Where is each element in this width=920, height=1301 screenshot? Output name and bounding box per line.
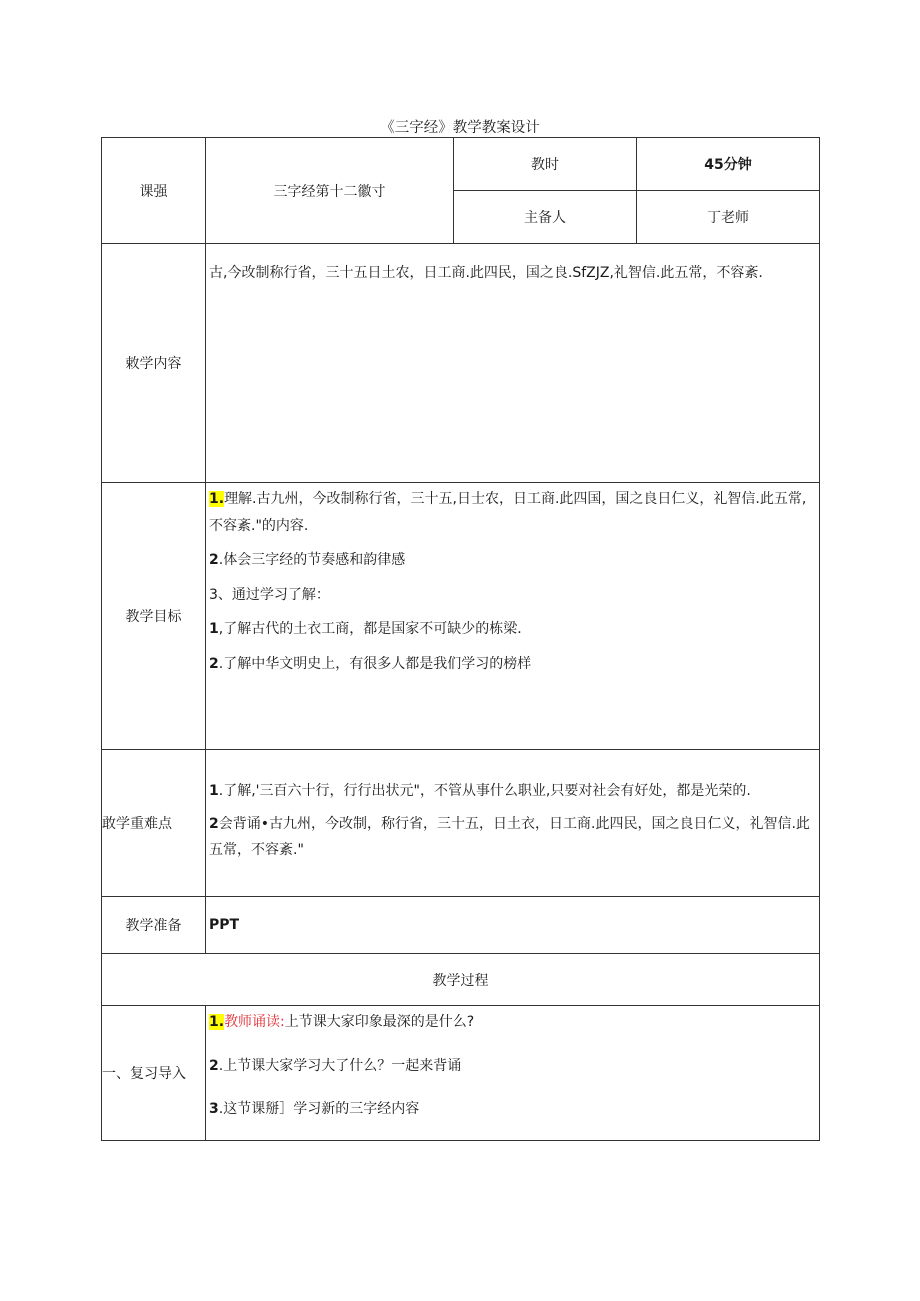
goal-2 — [209, 547, 817, 574]
goal-5-text: .了解中华文明史上，有很多人都是我们学习的榜样 — [218, 655, 532, 672]
difficulty-2-num: 2 — [209, 815, 219, 832]
process-step-1-num: 1. — [209, 1014, 225, 1030]
difficulty-2-text: 会背诵•古九州，今改制，称行省，三十五，日土衣，日工商.此四民，国之良日仁义，礼智信.此五常，不容紊." — [209, 815, 810, 859]
preparer-label: 主备人 — [524, 210, 566, 226]
difficulties-label-cell — [102, 750, 206, 897]
preparer-label-cell — [454, 191, 637, 244]
difficulties-label: 敢学重难点 — [102, 816, 172, 832]
goal-1-num: 1. — [209, 491, 225, 507]
goal-4-text: ,了解古代的土衣工商，都是国家不可缺少的栋梁. — [218, 621, 522, 638]
prep-value: PPT — [209, 916, 240, 933]
goal-2-num: 2 — [209, 552, 219, 569]
goal-3: 3、通过学习了解： — [209, 586, 330, 603]
process-step-3-num: 3 — [209, 1101, 219, 1118]
goal-1 — [209, 486, 817, 539]
content-label-cell — [102, 244, 206, 483]
goals-cell — [206, 483, 820, 750]
content-cell — [206, 244, 820, 483]
difficulty-1-num: 1 — [209, 783, 219, 799]
prep-cell — [206, 897, 820, 954]
goals-label-cell — [102, 483, 206, 750]
process-cell — [206, 1006, 820, 1141]
goal-2-text: .体会三字经的节奏感和韵律感 — [218, 552, 406, 569]
goal-4 — [209, 616, 817, 643]
period-label: 教时 — [531, 157, 559, 173]
difficulties-cell — [206, 750, 820, 897]
document-title: 《三字经》教学教案设计 — [380, 120, 540, 136]
lesson-value: 三字经第十二徽寸 — [273, 183, 386, 200]
difficulty-1 — [209, 778, 817, 805]
lesson-value-cell — [206, 138, 454, 244]
difficulty-1-text: .了解,'三百六十行，行行出状元"，不管从事什么职业,只要对社会有好处，都是光荣的. — [218, 783, 751, 799]
period-value: 45分钟 — [704, 157, 752, 173]
prep-label: 教学准备 — [125, 918, 182, 934]
stage-label-cell — [102, 1006, 206, 1141]
process-header: 教学过程 — [432, 972, 489, 989]
lesson-plan-table — [101, 137, 820, 1141]
content-label: 敕学内容 — [125, 356, 182, 372]
preparer-value: 丁老师 — [707, 210, 749, 226]
process-step-1-text: 上节课大家印象最深的是什么? — [284, 1014, 475, 1030]
process-step-1 — [209, 1009, 817, 1036]
lesson-label-cell — [102, 138, 206, 244]
difficulty-2 — [209, 811, 817, 864]
period-label-cell — [454, 138, 637, 191]
goal-5-num: 2 — [209, 655, 219, 672]
process-step-3 — [209, 1096, 817, 1123]
process-step-1-red: 教师诵读: — [224, 1014, 285, 1030]
content-text: 古,今改制称行省，三十五日土农，日工商.此四民，国之良.SfZJZ,礼智信.此五常，不容紊. — [209, 265, 763, 281]
process-step-3-text: .这节课掰］学习新的三字经内容 — [218, 1101, 420, 1118]
lesson-label: 课强 — [139, 183, 168, 200]
prep-label-cell — [102, 897, 206, 954]
goal-4-num: 1 — [209, 621, 219, 638]
goal-5 — [209, 651, 817, 678]
preparer-value-cell — [637, 191, 820, 244]
stage-label: 一、复习导入 — [102, 1066, 186, 1082]
goals-label: 教学目标 — [125, 609, 182, 625]
period-value-cell — [637, 138, 820, 191]
process-step-2 — [209, 1053, 817, 1080]
process-step-2-text: .上节课大家学习大了什么？一起来背诵 — [218, 1057, 462, 1074]
process-step-2-num: 2 — [209, 1057, 219, 1074]
process-header-cell — [102, 954, 820, 1006]
goal-1-text: 理解.古九州，今改制称行省，三十五,日士农，日工商.此四国，国之良日仁义，礼智信.此五常,不容紊."的内容. — [209, 491, 807, 534]
